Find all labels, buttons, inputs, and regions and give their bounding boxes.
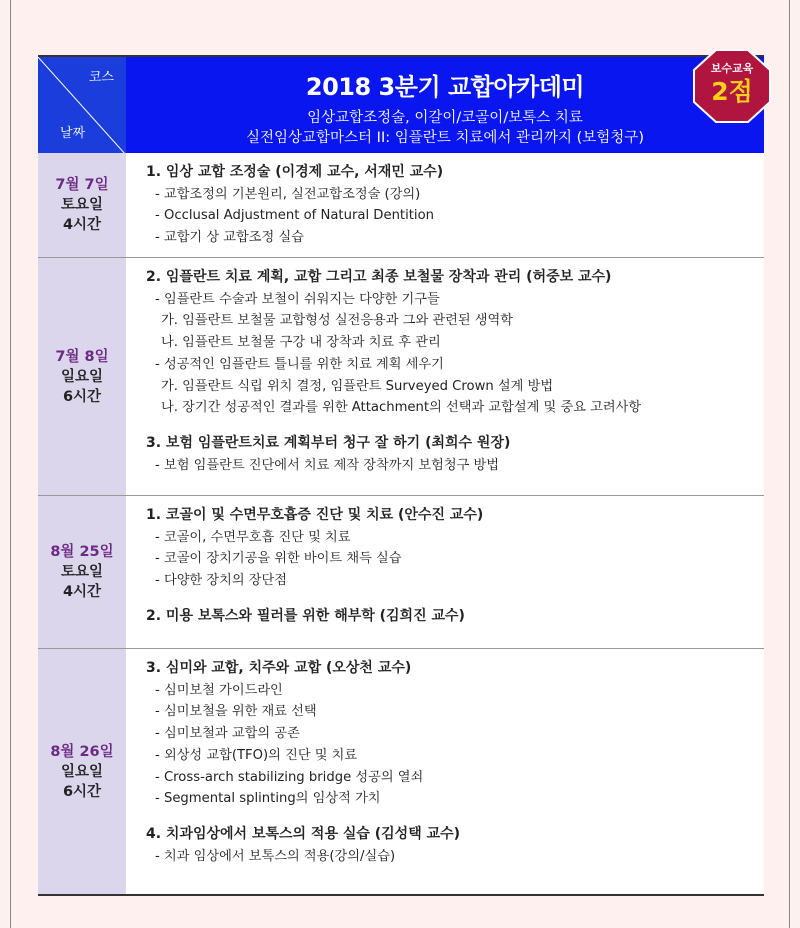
lecture-subitem: 가. 임플란트 식립 위치 결정, 임플란트 Surveyed Crown 설계 방법 [161, 378, 554, 394]
lecture-item: - 성공적인 임플란트 틀니를 위한 치료 계획 세우기 [155, 356, 444, 372]
lecture-item: - 심미보철 가이드라인 [155, 682, 283, 698]
lecture-item: - 코골이 장치기공을 위한 바이트 채득 실습 [155, 551, 402, 567]
lecture-subitem: 나. 장기간 성공적인 결과를 위한 Attachment의 선택과 교합설계 및 중요 고려사항 [161, 400, 642, 416]
lecture-item: - 심미보철과 교합의 공존 [155, 726, 300, 742]
session-hours: 6시간 [62, 783, 102, 800]
lecture-title: 2. 임플란트 치료 계획, 교합 그리고 최종 보철물 장착과 관리 (허중보 교수) [146, 269, 612, 285]
subtitle-line-1: 임상교합조정술, 이갈이/코골이/보톡스 치료 [307, 110, 583, 126]
content-cell [126, 496, 764, 648]
lecture-item: - 교합기 상 교합조정 실습 [155, 230, 304, 246]
schedule-row [38, 649, 764, 894]
content-cell [126, 153, 764, 257]
lecture-title: 1. 코골이 및 수면무호흡증 진단 및 치료 (안수진 교수) [146, 507, 484, 523]
session-date: 7월 7일 [55, 177, 109, 193]
block-spacer [146, 810, 764, 824]
lecture-subitem: 가. 임플란트 보철물 교합형성 실전응용과 그와 관련된 생역학 [161, 313, 514, 329]
lecture-item: - 다양한 장치의 장단점 [155, 573, 287, 589]
session-hours: 4시간 [62, 217, 102, 233]
session-hours: 6시간 [62, 388, 102, 405]
title-block [126, 57, 764, 155]
block-spacer [146, 592, 764, 606]
schedule-row [38, 496, 764, 649]
schedule-row [38, 153, 764, 258]
lecture-item: - 외상성 교합(TFO)의 진단 및 치료 [155, 747, 358, 763]
lecture-item: - 치과 임상에서 보톡스의 적용(강의/실습) [155, 848, 396, 864]
lecture-item: - Cross-arch stabilizing bridge 성공의 열쇠 [155, 769, 424, 785]
lecture-subitem: 나. 임플란트 보철물 구강 내 장착과 치료 후 관리 [161, 335, 441, 351]
session-weekday: 토요일 [60, 197, 104, 213]
lecture-item: - 임플란트 수술과 보철이 쉬워지는 다양한 기구들 [155, 291, 440, 307]
subtitle-line-2: 실전임상교합마스터 II: 임플란트 치료에서 관리까지 (보험청구) [246, 130, 644, 146]
schedule-table [38, 153, 764, 896]
content-cell [126, 258, 764, 495]
lecture-item: - Occlusal Adjustment of Natural Dentition [155, 208, 435, 224]
page-title: 2018 3분기 교합아카데미 [305, 73, 585, 101]
date-cell [38, 496, 126, 648]
lecture-title: 4. 치과임상에서 보톡스의 적용 실습 (김성택 교수) [146, 825, 461, 842]
date-cell [38, 258, 126, 495]
content-cell [126, 649, 764, 894]
session-weekday: 일요일 [60, 368, 104, 385]
block-spacer [146, 419, 764, 433]
header-corner-cell [38, 57, 126, 155]
date-cell [38, 649, 126, 894]
lecture-title: 3. 보험 임플란트치료 계획부터 청구 잘 하기 (최희수 원장) [146, 434, 511, 451]
corner-date-label: 날짜 [60, 126, 86, 141]
lecture-title: 3. 심미와 교합, 치주와 교합 (오상천 교수) [146, 660, 412, 676]
session-weekday: 토요일 [60, 564, 104, 580]
badge-caption: 보수교육 [710, 62, 754, 75]
lecture-item: - 교합조정의 기본원리, 실전교합조정술 (강의) [155, 186, 421, 202]
badge-points: 2점 [711, 77, 753, 106]
lecture-item: - 코골이, 수면무호흡 진단 및 치료 [155, 529, 351, 545]
session-date: 8월 25일 [50, 544, 114, 560]
lecture-item: - Segmental splinting의 임상적 가치 [155, 791, 381, 807]
lecture-item: - 심미보철을 위한 재료 선택 [155, 704, 317, 720]
credit-badge [692, 48, 772, 124]
schedule-header [38, 55, 764, 155]
date-cell [38, 153, 126, 257]
lecture-item: - 보험 임플란트 진단에서 치료 제작 장착까지 보험청구 방법 [155, 457, 500, 473]
lecture-title: 1. 임상 교합 조정술 (이경제 교수, 서재민 교수) [146, 164, 444, 180]
lecture-title: 2. 미용 보톡스와 필러를 위한 해부학 (김희진 교수) [146, 607, 465, 624]
session-weekday: 일요일 [60, 763, 104, 780]
session-hours: 4시간 [62, 584, 102, 600]
corner-course-label: 코스 [88, 70, 114, 85]
session-date: 7월 8일 [55, 348, 109, 365]
schedule-row [38, 258, 764, 496]
session-date: 8월 26일 [50, 743, 114, 760]
